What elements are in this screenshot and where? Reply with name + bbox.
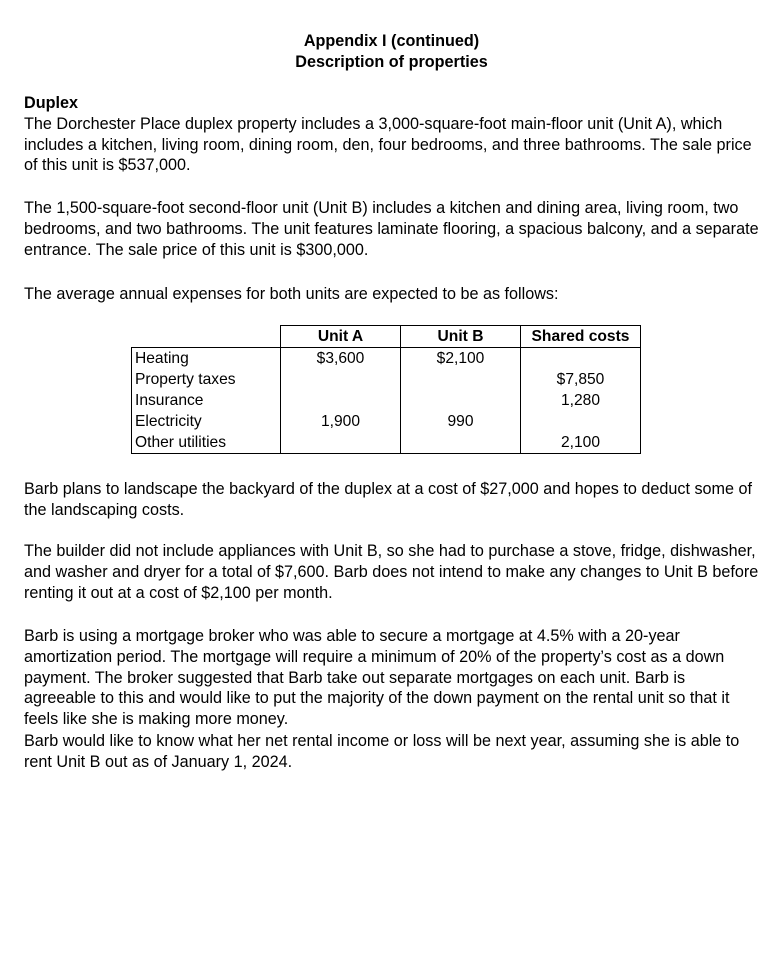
row-label: Property taxes (132, 369, 281, 390)
table-cell (521, 411, 641, 432)
unit-a-paragraph: The Dorchester Place duplex property includes a 3,000-square-foot main-floor unit (Unit A), which includes a kitchen, living room, dining room, den, four bedrooms, and three bathrooms. The sale price of this unit is $537,000. (24, 114, 752, 175)
table-cell (401, 369, 521, 390)
expenses-intro-paragraph: The average annual expenses for both units are expected to be as follows: (24, 285, 559, 303)
landscape-paragraph: Barb plans to landscape the backyard of the duplex at a cost of $27,000 and hopes to deduct some of the landscaping costs. (24, 480, 753, 519)
row-label: Electricity (132, 411, 281, 432)
table-row (132, 411, 641, 432)
table-row (132, 348, 641, 370)
table-cell (401, 390, 521, 411)
table-cell (281, 369, 401, 390)
table-cell: $3,600 (281, 348, 401, 370)
table-cell (281, 432, 401, 454)
expenses-table (131, 325, 641, 454)
table-cell (401, 432, 521, 454)
row-label: Heating (132, 348, 281, 370)
header-cell: Unit B (401, 326, 521, 348)
header-cell: Unit A (281, 326, 401, 348)
table-cell (521, 348, 641, 370)
table-cell (281, 390, 401, 411)
unit-b-paragraph: The 1,500-square-foot second-floor unit (Unit B) includes a kitchen and dining area, living room, two bedrooms, and two bathrooms. The unit features laminate flooring, a spacious balcony, and a separate entrance. The sale price of this unit is $300,000. (24, 199, 759, 259)
table-row (132, 369, 641, 390)
appendix-subtitle: Description of properties (295, 53, 488, 71)
appendix-title: Appendix I (continued) (303, 32, 480, 50)
header-cell (132, 326, 281, 348)
table-cell: 1,280 (521, 390, 641, 411)
header-cell: Shared costs (521, 326, 641, 348)
appliances-paragraph: The builder did not include appliances with Unit B, so she had to purchase a stove, fridge, dishwasher, and washer and dryer for a total of $7,600. Barb does not intend to make any changes to Unit B before renting it out at a cost of $2,100 per month. (24, 542, 759, 602)
row-label: Insurance (132, 390, 281, 411)
table-row (132, 390, 641, 411)
table-cell: $2,100 (401, 348, 521, 370)
mortgage-paragraph: Barb is using a mortgage broker who was able to secure a mortgage at 4.5% with a 20-year amortization period. The mortgage will require a minimum of 20% of the property’s cost as a down payment. The broker suggested that Barb take out separate mortgages on each unit. Barb is agreeable to this and would like to put the majority of the down payment on the rental unit so that it feels like she is making more money. (24, 627, 730, 729)
table-row (132, 432, 641, 454)
table-header-row (132, 326, 641, 348)
row-label: Other utilities (132, 432, 281, 454)
table-cell: 2,100 (521, 432, 641, 454)
table-cell: 1,900 (281, 411, 401, 432)
duplex-section (24, 93, 759, 176)
table-cell: 990 (401, 411, 521, 432)
section-heading: Duplex (24, 94, 78, 112)
table-cell: $7,850 (521, 369, 641, 390)
question-paragraph: Barb would like to know what her net rental income or loss will be next year, assuming she is able to rent Unit B out as of January 1, 2024. (24, 732, 740, 771)
